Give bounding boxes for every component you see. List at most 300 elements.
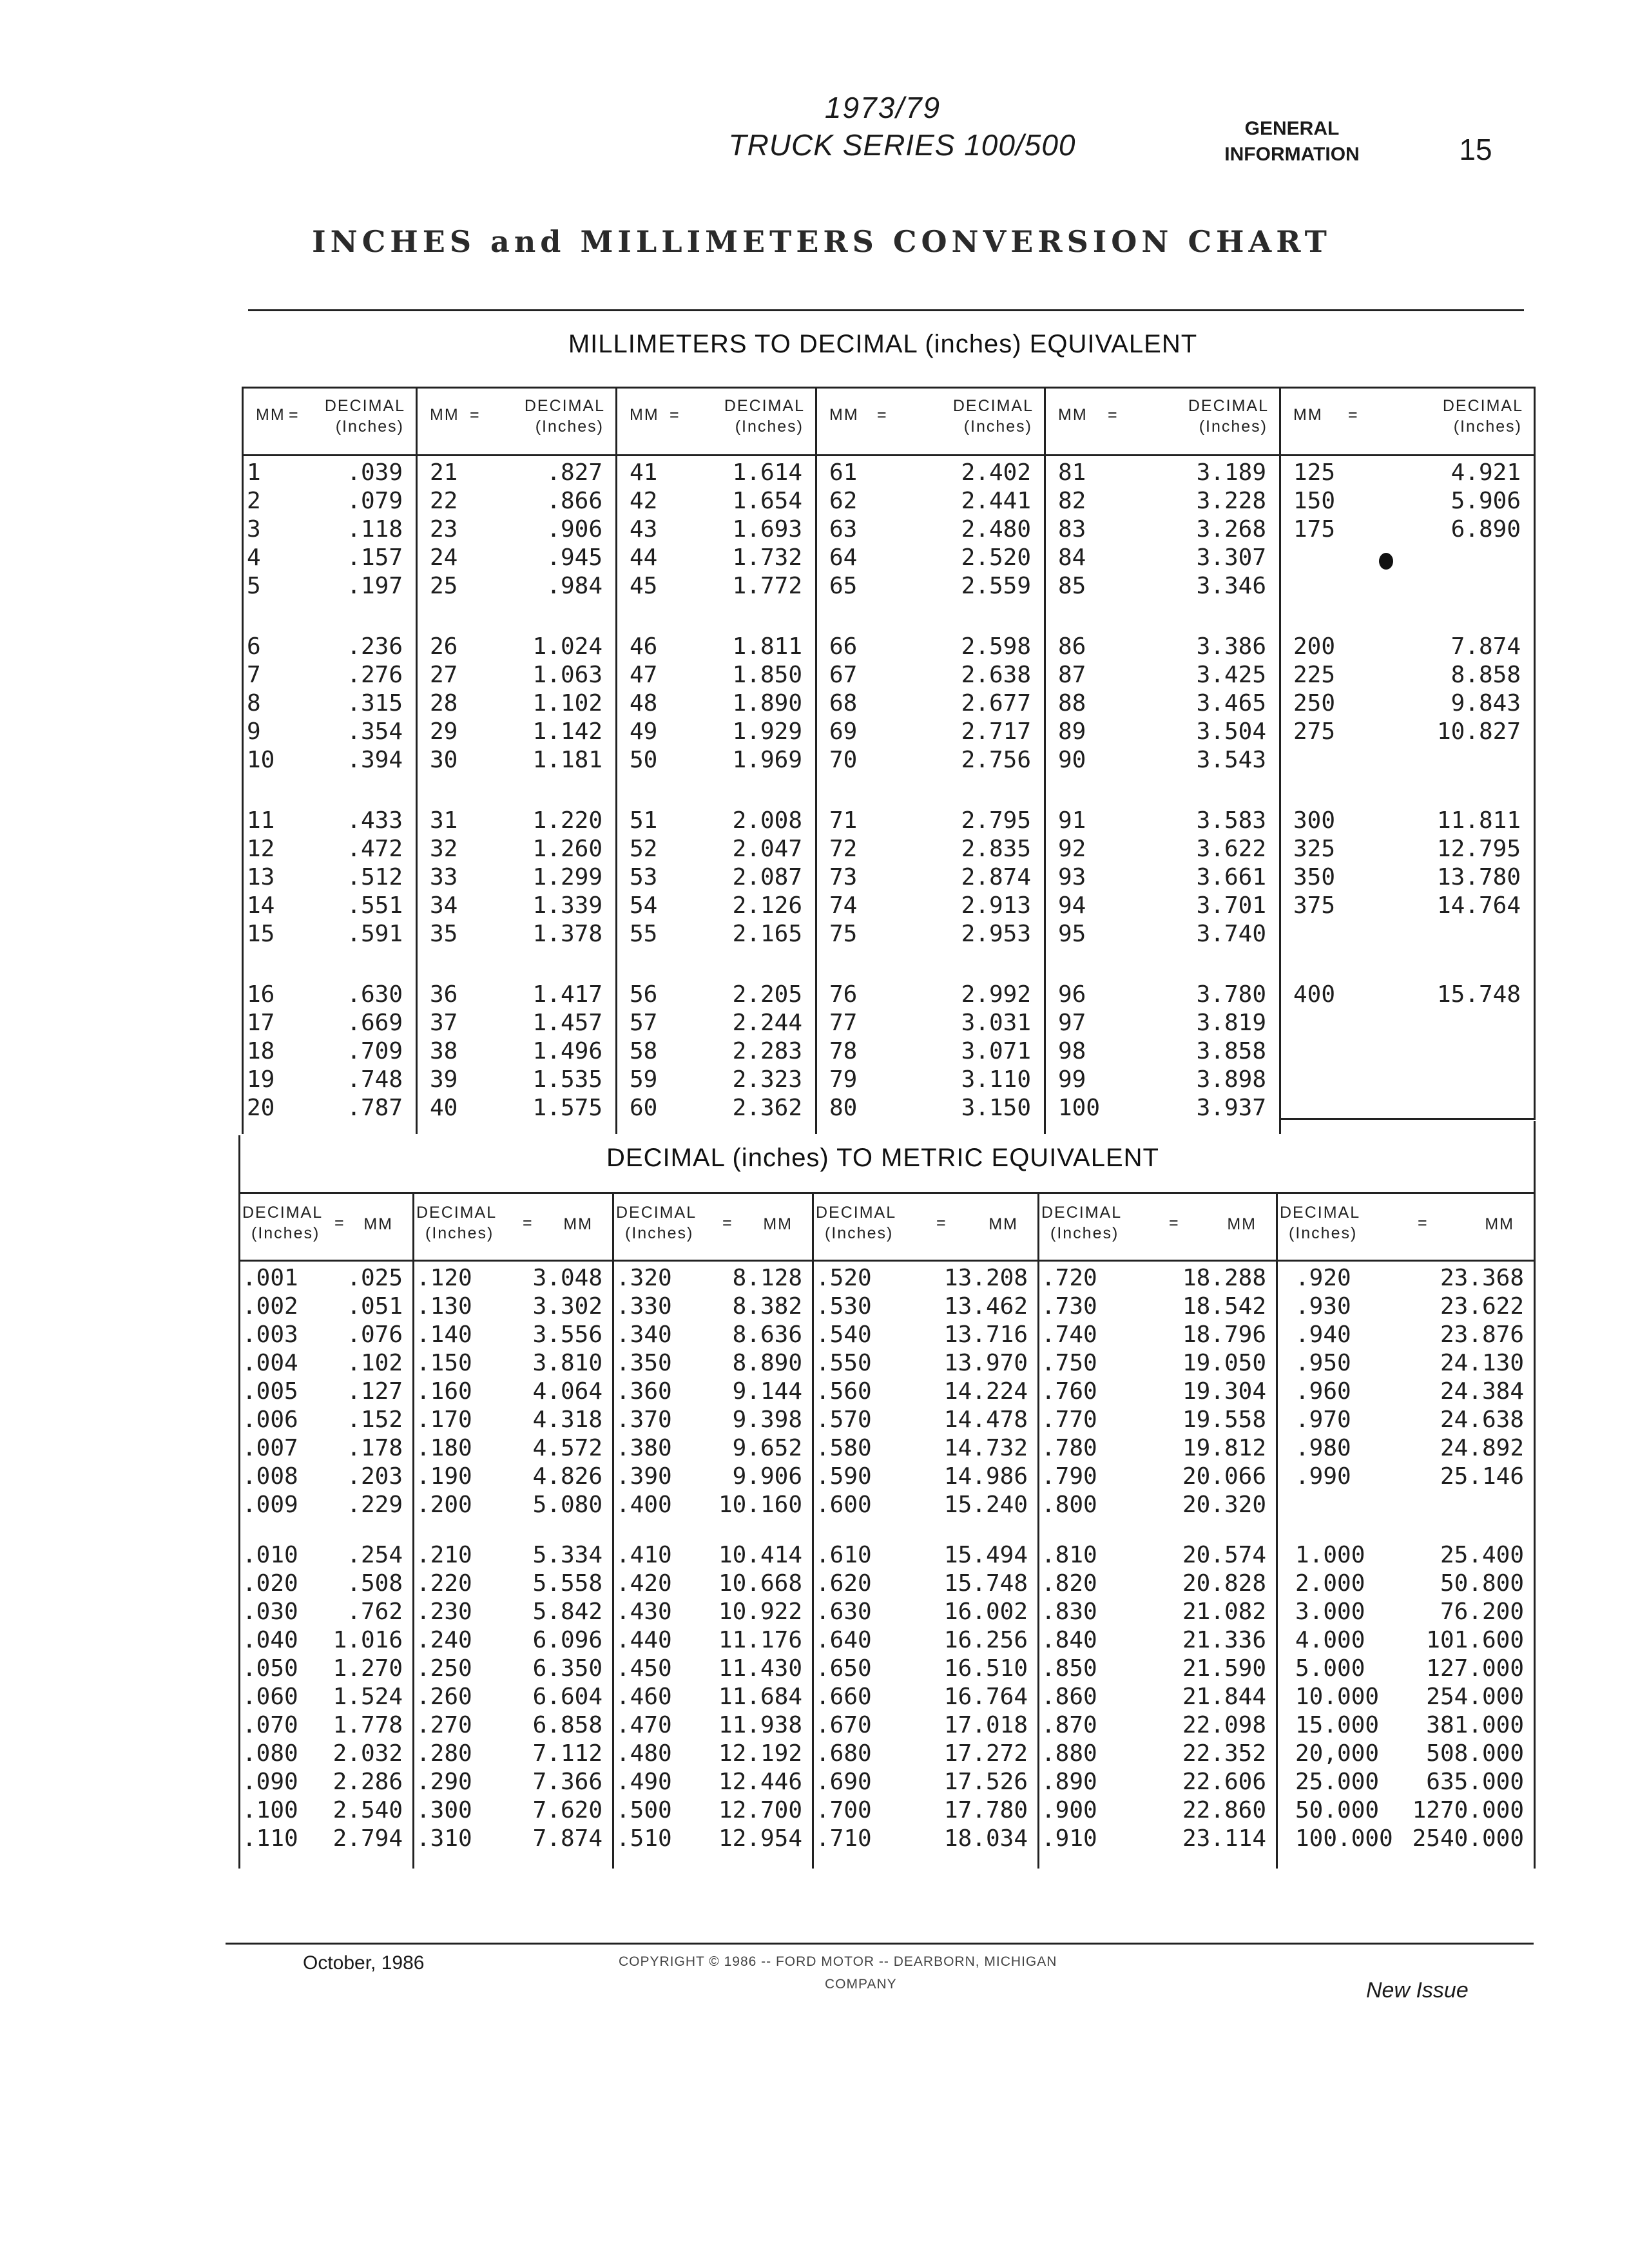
decimal-value: .827 bbox=[546, 459, 602, 486]
mm-value: 8.128 bbox=[732, 1265, 802, 1291]
column-header-mm: MM bbox=[256, 406, 285, 424]
column-header-unit: (Inches) bbox=[735, 418, 804, 436]
mm-value: 97 bbox=[1058, 1010, 1086, 1036]
decimal-value: 3.819 bbox=[1196, 1010, 1266, 1036]
decimal-value: 1.693 bbox=[732, 516, 802, 543]
decimal-value: 2.874 bbox=[961, 864, 1031, 890]
mm-value: 4.572 bbox=[532, 1435, 602, 1461]
decimal-value: .560 bbox=[816, 1378, 872, 1405]
decimal-value: 2.323 bbox=[732, 1066, 802, 1093]
mm-value: 58 bbox=[630, 1038, 658, 1064]
mm-value: 21.590 bbox=[1182, 1655, 1266, 1682]
mm-value: 15.748 bbox=[943, 1570, 1028, 1597]
mm-value: 4.318 bbox=[532, 1407, 602, 1433]
column-header bbox=[1276, 1202, 1534, 1254]
mm-value: 14 bbox=[247, 892, 275, 919]
decimal-value: .170 bbox=[416, 1407, 472, 1433]
mm-value: 46 bbox=[630, 633, 658, 660]
mm-value: 19.050 bbox=[1182, 1350, 1266, 1376]
decimal-value: 1.496 bbox=[532, 1038, 602, 1064]
decimal-value: .780 bbox=[1041, 1435, 1097, 1461]
decimal-value: .580 bbox=[816, 1435, 872, 1461]
column-header-mm: MM bbox=[563, 1215, 593, 1233]
mm-value: 9.398 bbox=[732, 1407, 802, 1433]
mm-value: 84 bbox=[1058, 544, 1086, 571]
column-header-mm: MM bbox=[1485, 1215, 1514, 1233]
decimal-value: .007 bbox=[242, 1435, 298, 1461]
column-header-decimal: DECIMAL bbox=[952, 397, 1034, 415]
decimal-value: 3.780 bbox=[1196, 981, 1266, 1008]
decimal-value: .020 bbox=[242, 1570, 298, 1597]
decimal-value: .230 bbox=[416, 1599, 472, 1625]
decimal-value: .100 bbox=[242, 1797, 298, 1823]
mm-value: 39 bbox=[430, 1066, 458, 1093]
decimal-value: 1.890 bbox=[732, 690, 802, 716]
column-header-mm: MM bbox=[1293, 406, 1323, 424]
decimal-value: 25.000 bbox=[1295, 1769, 1380, 1795]
column-header-decimal: DECIMAL bbox=[724, 397, 805, 415]
column-header-mm: MM bbox=[363, 1215, 393, 1233]
column-header-equals: = bbox=[334, 1214, 345, 1232]
mm-value: 300 bbox=[1293, 807, 1336, 834]
decimal-value: .650 bbox=[816, 1655, 872, 1682]
decimal-value: 2.362 bbox=[732, 1095, 802, 1121]
decimal-value: 2.441 bbox=[961, 488, 1031, 514]
mm-value: 7.366 bbox=[532, 1769, 602, 1795]
mm-value: 14.986 bbox=[943, 1463, 1028, 1490]
decimal-value: .470 bbox=[616, 1712, 672, 1738]
mm-value: 34 bbox=[430, 892, 458, 919]
decimal-value: 5.906 bbox=[1451, 488, 1521, 514]
mm-value: 87 bbox=[1058, 662, 1086, 688]
mm-value: 54 bbox=[630, 892, 658, 919]
decimal-value: 1.417 bbox=[532, 981, 602, 1008]
mm-value: 22.352 bbox=[1182, 1740, 1266, 1767]
mm-value: 18 bbox=[247, 1038, 275, 1064]
mm-value: 6.350 bbox=[532, 1655, 602, 1682]
decimal-value: 100.000 bbox=[1295, 1825, 1393, 1852]
mm-value: 14.478 bbox=[943, 1407, 1028, 1433]
mm-value: 79 bbox=[829, 1066, 858, 1093]
mm-value: 2.032 bbox=[333, 1740, 403, 1767]
mm-value: 83 bbox=[1058, 516, 1086, 543]
decimal-value: 4.921 bbox=[1451, 459, 1521, 486]
column-header bbox=[612, 1202, 812, 1254]
mm-value: 93 bbox=[1058, 864, 1086, 890]
mm-value: 21.844 bbox=[1182, 1684, 1266, 1710]
decimal-value: .512 bbox=[347, 864, 403, 890]
mm-value: 2.540 bbox=[333, 1797, 403, 1823]
decimal-value: 2.402 bbox=[961, 459, 1031, 486]
decimal-value: .150 bbox=[416, 1350, 472, 1376]
decimal-value: 1.811 bbox=[732, 633, 802, 660]
column-header-mm: MM bbox=[763, 1215, 793, 1233]
decimal-value: .250 bbox=[416, 1655, 472, 1682]
mm-value: 40 bbox=[430, 1095, 458, 1121]
column-header-equals: = bbox=[1108, 406, 1119, 424]
mm-value: 55 bbox=[630, 921, 658, 947]
column-divider bbox=[1534, 1192, 1536, 1869]
decimal-value: 3.858 bbox=[1196, 1038, 1266, 1064]
mm-value: 17 bbox=[247, 1010, 275, 1036]
header-year: 1973/79 bbox=[824, 91, 941, 124]
mm-value: 21 bbox=[430, 459, 458, 486]
mm-value: 20.828 bbox=[1182, 1570, 1266, 1597]
decimal-value: .840 bbox=[1041, 1627, 1097, 1653]
decimal-value: .130 bbox=[416, 1293, 472, 1320]
decimal-value: 15.748 bbox=[1436, 981, 1521, 1008]
mm-value: 1 bbox=[247, 459, 261, 486]
decimal-value: .748 bbox=[347, 1066, 403, 1093]
mm-value: 38 bbox=[430, 1038, 458, 1064]
decimal-value: 1.575 bbox=[532, 1095, 602, 1121]
mm-value: 90 bbox=[1058, 747, 1086, 773]
decimal-value: .660 bbox=[816, 1684, 872, 1710]
decimal-value: .920 bbox=[1295, 1265, 1351, 1291]
mm-value: 5.558 bbox=[532, 1570, 602, 1597]
decimal-value: .394 bbox=[347, 747, 403, 773]
column-header-decimal: DECIMAL bbox=[616, 1204, 697, 1222]
mm-value: 22.860 bbox=[1182, 1797, 1266, 1823]
mm-value: 1270.000 bbox=[1412, 1797, 1524, 1823]
decimal-value: .570 bbox=[816, 1407, 872, 1433]
decimal-value: 2.717 bbox=[961, 718, 1031, 745]
mm-value: 350 bbox=[1293, 864, 1336, 890]
decimal-value: 3.504 bbox=[1196, 718, 1266, 745]
mm-value: 19.558 bbox=[1182, 1407, 1266, 1433]
decimal-value: .620 bbox=[816, 1570, 872, 1597]
mm-value: 23.876 bbox=[1440, 1321, 1524, 1348]
mm-value: 36 bbox=[430, 981, 458, 1008]
mm-value: 65 bbox=[829, 573, 858, 599]
decimal-value: .040 bbox=[242, 1627, 298, 1653]
decimal-value: 1.654 bbox=[732, 488, 802, 514]
decimal-value: .810 bbox=[1041, 1542, 1097, 1568]
decimal-value: .906 bbox=[546, 516, 602, 543]
column-divider bbox=[412, 1192, 414, 1869]
decimal-value: .550 bbox=[816, 1350, 872, 1376]
decimal-value: 1.102 bbox=[532, 690, 602, 716]
mm-value: 175 bbox=[1293, 516, 1336, 543]
mm-value: 24 bbox=[430, 544, 458, 571]
decimal-value: 2.000 bbox=[1295, 1570, 1365, 1597]
ink-dot-mark bbox=[1379, 553, 1393, 570]
decimal-value: 2.126 bbox=[732, 892, 802, 919]
table-top-border bbox=[238, 1192, 1536, 1194]
mm-value: 23.368 bbox=[1440, 1265, 1524, 1291]
decimal-value: 1.220 bbox=[532, 807, 602, 834]
decimal-value: .640 bbox=[816, 1627, 872, 1653]
decimal-value: .340 bbox=[616, 1321, 672, 1348]
mm-value: 25 bbox=[430, 573, 458, 599]
decimal-value: .709 bbox=[347, 1038, 403, 1064]
column-header-decimal: DECIMAL bbox=[242, 1204, 323, 1222]
decimal-value: 3.937 bbox=[1196, 1095, 1266, 1121]
mm-value: 24.638 bbox=[1440, 1407, 1524, 1433]
decimal-value: .866 bbox=[546, 488, 602, 514]
mm-value: 82 bbox=[1058, 488, 1086, 514]
mm-value: 10.414 bbox=[718, 1542, 802, 1568]
footer-company: COMPANY bbox=[825, 1977, 897, 1992]
header-section-line2: INFORMATION bbox=[1224, 144, 1360, 165]
column-header-mm: MM bbox=[1227, 1215, 1257, 1233]
decimal-value: 2.992 bbox=[961, 981, 1031, 1008]
decimal-value: .060 bbox=[242, 1684, 298, 1710]
mm-value: 15 bbox=[247, 921, 275, 947]
mm-value: 24.130 bbox=[1440, 1350, 1524, 1376]
decimal-value: .760 bbox=[1041, 1378, 1097, 1405]
mm-value: 11.684 bbox=[718, 1684, 802, 1710]
decimal-value: .610 bbox=[816, 1542, 872, 1568]
mm-value: 62 bbox=[829, 488, 858, 514]
mm-value: 13.208 bbox=[943, 1265, 1028, 1291]
mm-value: 13.716 bbox=[943, 1321, 1028, 1348]
mm-value: 35 bbox=[430, 921, 458, 947]
decimal-value: 2.047 bbox=[732, 836, 802, 862]
mm-value: 91 bbox=[1058, 807, 1086, 834]
mm-value: 1.778 bbox=[333, 1712, 403, 1738]
column-divider bbox=[1276, 1192, 1278, 1869]
decimal-value: 2.913 bbox=[961, 892, 1031, 919]
decimal-value: 3.661 bbox=[1196, 864, 1266, 890]
mm-value: 76 bbox=[829, 981, 858, 1008]
decimal-value: .750 bbox=[1041, 1350, 1097, 1376]
decimal-value: 1.614 bbox=[732, 459, 802, 486]
decimal-value: 3.740 bbox=[1196, 921, 1266, 947]
mm-value: 52 bbox=[630, 836, 658, 862]
decimal-value: .220 bbox=[416, 1570, 472, 1597]
mm-value: 25.400 bbox=[1440, 1542, 1524, 1568]
decimal-value: 1.063 bbox=[532, 662, 602, 688]
decimal-value: .080 bbox=[242, 1740, 298, 1767]
mm-value: 150 bbox=[1293, 488, 1336, 514]
mm-value: 92 bbox=[1058, 836, 1086, 862]
decimal-value: .039 bbox=[347, 459, 403, 486]
decimal-value: .180 bbox=[416, 1435, 472, 1461]
mm-value: 275 bbox=[1293, 718, 1336, 745]
column-header bbox=[412, 1202, 612, 1254]
decimal-value: .890 bbox=[1041, 1769, 1097, 1795]
mm-value: .076 bbox=[347, 1321, 403, 1348]
column-header-equals: = bbox=[289, 406, 300, 424]
column-header-decimal: DECIMAL bbox=[416, 1204, 497, 1222]
decimal-value: .005 bbox=[242, 1378, 298, 1405]
decimal-value: .720 bbox=[1041, 1265, 1097, 1291]
decimal-value: .740 bbox=[1041, 1321, 1097, 1348]
mm-value: 20 bbox=[247, 1095, 275, 1121]
decimal-value: .236 bbox=[347, 633, 403, 660]
mm-value: 11.430 bbox=[718, 1655, 802, 1682]
header-section-line1: GENERAL bbox=[1244, 118, 1340, 139]
mm-value: 10.160 bbox=[718, 1492, 802, 1518]
mm-value: 16.764 bbox=[943, 1684, 1028, 1710]
decimal-value: 3.031 bbox=[961, 1010, 1031, 1036]
mm-value: 17.780 bbox=[943, 1797, 1028, 1823]
mm-value: 42 bbox=[630, 488, 658, 514]
mm-value: 81 bbox=[1058, 459, 1086, 486]
mm-value: 31 bbox=[430, 807, 458, 834]
decimal-value: 1.535 bbox=[532, 1066, 602, 1093]
decimal-value: 2.283 bbox=[732, 1038, 802, 1064]
mm-value: 12 bbox=[247, 836, 275, 862]
decimal-value: .787 bbox=[347, 1095, 403, 1121]
column-header bbox=[242, 396, 416, 447]
decimal-value: 1.181 bbox=[532, 747, 602, 773]
table-top-border bbox=[242, 387, 1536, 389]
column-header bbox=[416, 396, 615, 447]
mm-value: 4 bbox=[247, 544, 261, 571]
mm-value: 13.462 bbox=[943, 1293, 1028, 1320]
mm-value: .254 bbox=[347, 1542, 403, 1568]
mm-value: 26 bbox=[430, 633, 458, 660]
decimal-value: .006 bbox=[242, 1407, 298, 1433]
column-header-decimal: DECIMAL bbox=[324, 397, 405, 415]
column-header-unit: (Inches) bbox=[1289, 1224, 1358, 1242]
decimal-value: 2.520 bbox=[961, 544, 1031, 571]
mm-value: 254.000 bbox=[1426, 1684, 1524, 1710]
mm-value: 7.112 bbox=[532, 1740, 602, 1767]
decimal-value: .590 bbox=[816, 1463, 872, 1490]
mm-value: 16.510 bbox=[943, 1655, 1028, 1682]
decimal-value: 8.858 bbox=[1451, 662, 1521, 688]
decimal-value: 3.425 bbox=[1196, 662, 1266, 688]
mm-value: 5.842 bbox=[532, 1599, 602, 1625]
mm-value: 80 bbox=[829, 1095, 858, 1121]
decimal-value: 1.299 bbox=[532, 864, 602, 890]
decimal-value: .680 bbox=[816, 1740, 872, 1767]
mm-value: 94 bbox=[1058, 892, 1086, 919]
column-header bbox=[1044, 396, 1279, 447]
mm-value: 18.034 bbox=[943, 1825, 1028, 1852]
mm-value: 3.556 bbox=[532, 1321, 602, 1348]
mm-value: 49 bbox=[630, 718, 658, 745]
decimal-value: .790 bbox=[1041, 1463, 1097, 1490]
mm-value: 19 bbox=[247, 1066, 275, 1093]
column-header-unit: (Inches) bbox=[963, 418, 1032, 436]
decimal-value: 3.228 bbox=[1196, 488, 1266, 514]
mm-value: 60 bbox=[630, 1095, 658, 1121]
mm-value: 381.000 bbox=[1426, 1712, 1524, 1738]
decimal-value: .600 bbox=[816, 1492, 872, 1518]
column-header-unit: (Inches) bbox=[535, 418, 604, 436]
mm-value: 23.114 bbox=[1182, 1825, 1266, 1852]
mm-value: 225 bbox=[1293, 662, 1336, 688]
decimal-value: 2.677 bbox=[961, 690, 1031, 716]
decimal-value: .860 bbox=[1041, 1684, 1097, 1710]
column-header-mm: MM bbox=[430, 406, 459, 424]
decimal-value: 2.244 bbox=[732, 1010, 802, 1036]
decimal-value: .910 bbox=[1041, 1825, 1097, 1852]
column-divider bbox=[238, 1192, 240, 1869]
decimal-value: .472 bbox=[347, 836, 403, 862]
column-header-unit: (Inches) bbox=[251, 1224, 320, 1242]
mm-value: 76.200 bbox=[1440, 1599, 1524, 1625]
mm-value: 2 bbox=[247, 488, 261, 514]
mm-value: .762 bbox=[347, 1599, 403, 1625]
decimal-value: 10.000 bbox=[1295, 1684, 1380, 1710]
decimal-value: .210 bbox=[416, 1542, 472, 1568]
decimal-value: .010 bbox=[242, 1542, 298, 1568]
mm-value: 50.800 bbox=[1440, 1570, 1524, 1597]
decimal-value: .984 bbox=[546, 573, 602, 599]
decimal-value: 2.087 bbox=[732, 864, 802, 890]
mm-value: 22.098 bbox=[1182, 1712, 1266, 1738]
decimal-value: 1.457 bbox=[532, 1010, 602, 1036]
decimal-value: .800 bbox=[1041, 1492, 1097, 1518]
decimal-value: 3.150 bbox=[961, 1095, 1031, 1121]
column-header-equals: = bbox=[1169, 1214, 1180, 1232]
decimal-value: 3.268 bbox=[1196, 516, 1266, 543]
decimal-value: .450 bbox=[616, 1655, 672, 1682]
column-header bbox=[815, 396, 1044, 447]
decimal-value: 2.165 bbox=[732, 921, 802, 947]
mm-value: .127 bbox=[347, 1378, 403, 1405]
mm-value: .152 bbox=[347, 1407, 403, 1433]
decimal-value: .630 bbox=[347, 981, 403, 1008]
column-divider bbox=[812, 1192, 814, 1869]
mm-value: 10.668 bbox=[718, 1570, 802, 1597]
decimal-value: .880 bbox=[1041, 1740, 1097, 1767]
mm-value: 8.890 bbox=[732, 1350, 802, 1376]
column-header-equals: = bbox=[1348, 406, 1359, 424]
decimal-value: 1.850 bbox=[732, 662, 802, 688]
mm-value: 45 bbox=[630, 573, 658, 599]
decimal-value: 20,000 bbox=[1295, 1740, 1380, 1767]
decimal-value: .354 bbox=[347, 718, 403, 745]
decimal-value: .630 bbox=[816, 1599, 872, 1625]
decimal-value: 3.000 bbox=[1295, 1599, 1365, 1625]
column-divider bbox=[1279, 387, 1281, 1134]
mm-value: .203 bbox=[347, 1463, 403, 1490]
mm-value: 7.874 bbox=[532, 1825, 602, 1852]
decimal-value: .070 bbox=[242, 1712, 298, 1738]
mm-value: 13 bbox=[247, 864, 275, 890]
title-rule bbox=[248, 309, 1524, 311]
mm-value: 250 bbox=[1293, 690, 1336, 716]
decimal-value: .240 bbox=[416, 1627, 472, 1653]
mm-value: 635.000 bbox=[1426, 1769, 1524, 1795]
mm-value: 1.524 bbox=[333, 1684, 403, 1710]
mm-value: 21.336 bbox=[1182, 1627, 1266, 1653]
mm-value: 5 bbox=[247, 573, 261, 599]
mm-value: 29 bbox=[430, 718, 458, 745]
decimal-value: .520 bbox=[816, 1265, 872, 1291]
decimal-value: .090 bbox=[242, 1769, 298, 1795]
mm-value: 4.826 bbox=[532, 1463, 602, 1490]
decimal-value: 5.000 bbox=[1295, 1655, 1365, 1682]
decimal-value: .260 bbox=[416, 1684, 472, 1710]
decimal-value: .980 bbox=[1295, 1435, 1351, 1461]
mm-value: 95 bbox=[1058, 921, 1086, 947]
mm-value: 3.302 bbox=[532, 1293, 602, 1320]
decimal-value: .960 bbox=[1295, 1378, 1351, 1405]
footer-rule bbox=[226, 1943, 1534, 1945]
column-header-decimal: DECIMAL bbox=[524, 397, 605, 415]
decimal-value: .030 bbox=[242, 1599, 298, 1625]
decimal-value: 1.732 bbox=[732, 544, 802, 571]
decimal-value: 7.874 bbox=[1451, 633, 1521, 660]
decimal-value: .390 bbox=[616, 1463, 672, 1490]
column-divider bbox=[1534, 387, 1536, 1120]
mm-value: 44 bbox=[630, 544, 658, 571]
mm-value: 400 bbox=[1293, 981, 1336, 1008]
column-header-decimal: DECIMAL bbox=[1041, 1204, 1123, 1222]
mm-value: 20.320 bbox=[1182, 1492, 1266, 1518]
decimal-value: .490 bbox=[616, 1769, 672, 1795]
mm-value: 72 bbox=[829, 836, 858, 862]
mm-value: 19.812 bbox=[1182, 1435, 1266, 1461]
decimal-value: .710 bbox=[816, 1825, 872, 1852]
